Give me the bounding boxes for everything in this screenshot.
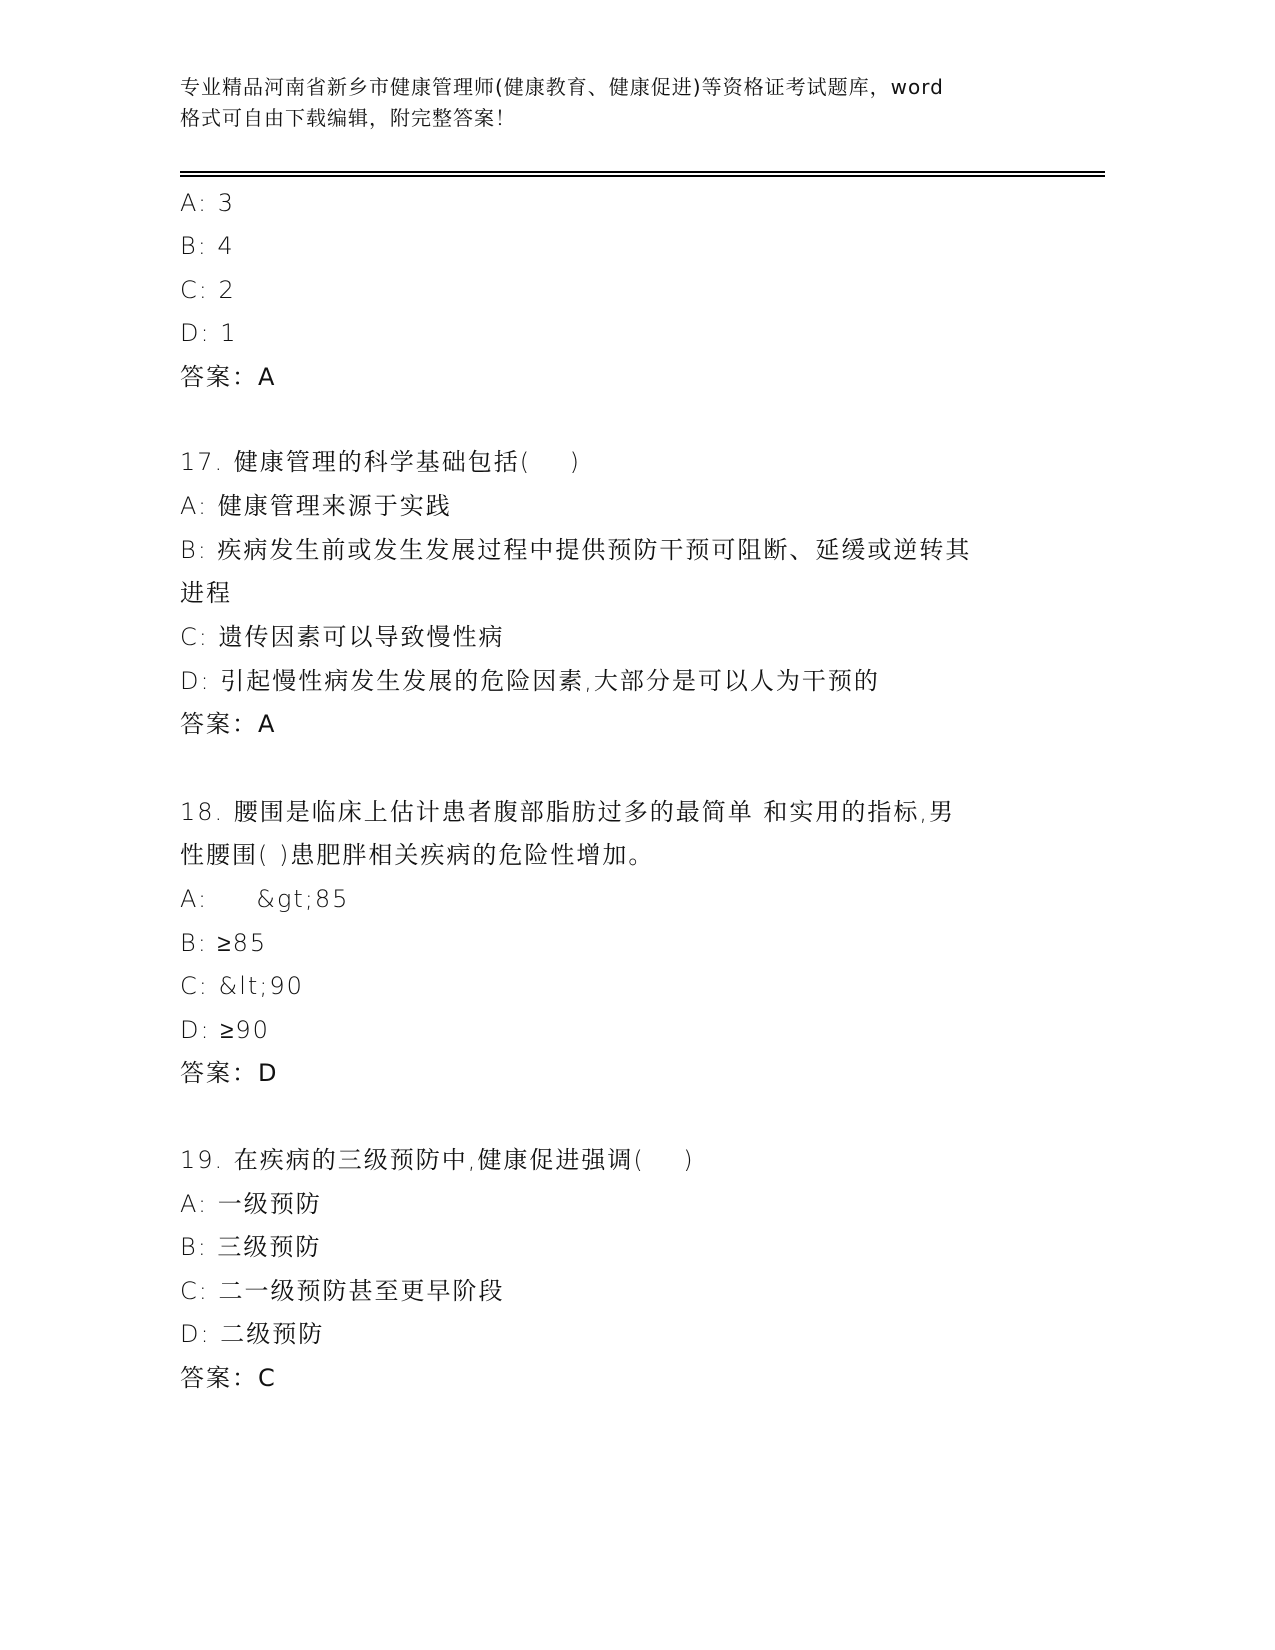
question-line: 18. 腰围是临床上估计患者腹部脂肪过多的最简单 和实用的指标,男 — [180, 798, 956, 826]
question-line: 进程 — [180, 579, 232, 607]
question-line: 性腰围( )患肥胖相关疾病的危险性增加。 — [180, 841, 655, 869]
question-line: B: 疾病发生前或发生发展过程中提供预防干预可阻断、延缓或逆转其 — [180, 536, 972, 564]
question-line: A: 健康管理来源于实践 — [180, 492, 452, 520]
question-line: D: 1 — [180, 319, 238, 347]
question-line: 19. 在疾病的三级预防中,健康促进强调( ) — [180, 1146, 695, 1174]
question-line: A: 一级预防 — [180, 1190, 322, 1218]
question-line: C: 2 — [180, 276, 236, 304]
question-line: C: &lt;90 — [180, 972, 304, 1000]
question-line: C: 二一级预防甚至更早阶段 — [180, 1277, 505, 1305]
answer-line: 答案：C — [180, 1364, 277, 1392]
question-line: D: ≥90 — [180, 1016, 270, 1044]
question-line: C: 遗传因素可以导致慢性病 — [180, 623, 505, 651]
answer-line: 答案：D — [180, 1059, 279, 1087]
header-line-1: 专业精品河南省新乡市健康管理师(健康教育、健康促进)等资格证考试题库，word — [180, 75, 944, 99]
question-line: B: ≥85 — [180, 929, 268, 957]
header-divider — [180, 171, 1105, 173]
answer-line: 答案：A — [180, 710, 277, 738]
question-line: D: 二级预防 — [180, 1320, 325, 1348]
question-line: D: 引起慢性病发生发展的危险因素,大部分是可以人为干预的 — [180, 667, 880, 695]
question-line: B: 4 — [180, 232, 235, 260]
answer-line: 答案：A — [180, 363, 277, 391]
header-line-2: 格式可自由下载编辑，附完整答案！ — [180, 106, 516, 130]
question-line: A: &gt;85 — [180, 885, 350, 913]
question-line: 17. 健康管理的科学基础包括( ) — [180, 448, 582, 476]
question-line: A: 3 — [180, 189, 235, 217]
header-divider-2 — [180, 175, 1105, 177]
question-line: B: 三级预防 — [180, 1233, 322, 1261]
